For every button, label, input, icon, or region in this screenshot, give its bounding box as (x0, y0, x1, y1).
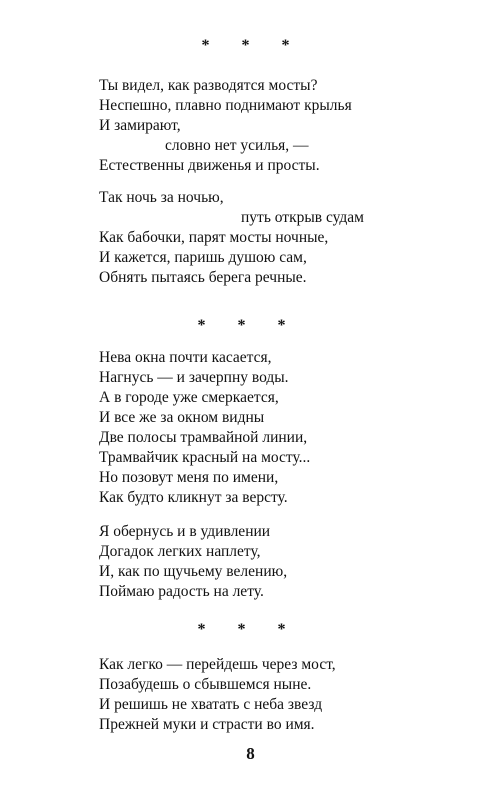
verse-line: Догадок легких наплету, (99, 543, 261, 560)
verse-line: А в городе уже смеркается, (99, 389, 279, 406)
verse-line: Но позовут меня по имени, (99, 469, 279, 486)
verse-line: Как легко — перейдешь через мост, (99, 656, 336, 673)
verse-line: Трамвайчик красный на мосту... (99, 449, 311, 466)
verse-line: путь открыв судам (241, 209, 364, 226)
poem-1 (99, 76, 459, 288)
verse-line: Обнять пытаясь берега речные. (99, 269, 307, 286)
poem-3 (99, 655, 459, 735)
verse-line: Позабудешь о сбывшемся ныне. (99, 676, 312, 693)
verse-line: И решишь не хватать с неба звезд (99, 696, 323, 713)
section-separator: * * * (201, 37, 304, 54)
verse-line: И замирают, (99, 117, 181, 134)
verse-line: Как будто кликнут за версту. (99, 489, 288, 506)
verse-line: И кажется, паришь душою сам, (99, 249, 307, 266)
section-separator: * * * (197, 317, 300, 334)
verse-line: Как бабочки, парят мосты ночные, (99, 229, 329, 246)
stanza-gap (99, 176, 459, 188)
verse-line: Нагнусь — и зачерпну воды. (99, 369, 289, 386)
verse-line: И все же за окном видны (99, 409, 265, 426)
page-number: 8 (246, 744, 255, 763)
stanza-gap (99, 508, 459, 522)
verse-line: Неспешно, плавно поднимают крылья (99, 97, 352, 114)
verse-line: И, как по щучьему велению, (99, 563, 288, 580)
verse-line: Прежней муки и страсти во имя. (99, 716, 315, 733)
verse-line: Поймаю радость на лету. (99, 583, 264, 600)
poem-2 (99, 348, 459, 602)
verse-line: Две полосы трамвайной линии, (99, 429, 308, 446)
section-separator: * * * (197, 621, 300, 638)
verse-line: Ты видел, как разводятся мосты? (99, 77, 318, 94)
verse-line: словно нет усилья, — (165, 137, 309, 154)
verse-line: Так ночь за ночью, (99, 189, 224, 206)
verse-line: Нева окна почти касается, (99, 349, 272, 366)
verse-line: Я обернусь и в удивлении (99, 523, 271, 540)
verse-line: Естественны движенья и просты. (99, 157, 320, 174)
